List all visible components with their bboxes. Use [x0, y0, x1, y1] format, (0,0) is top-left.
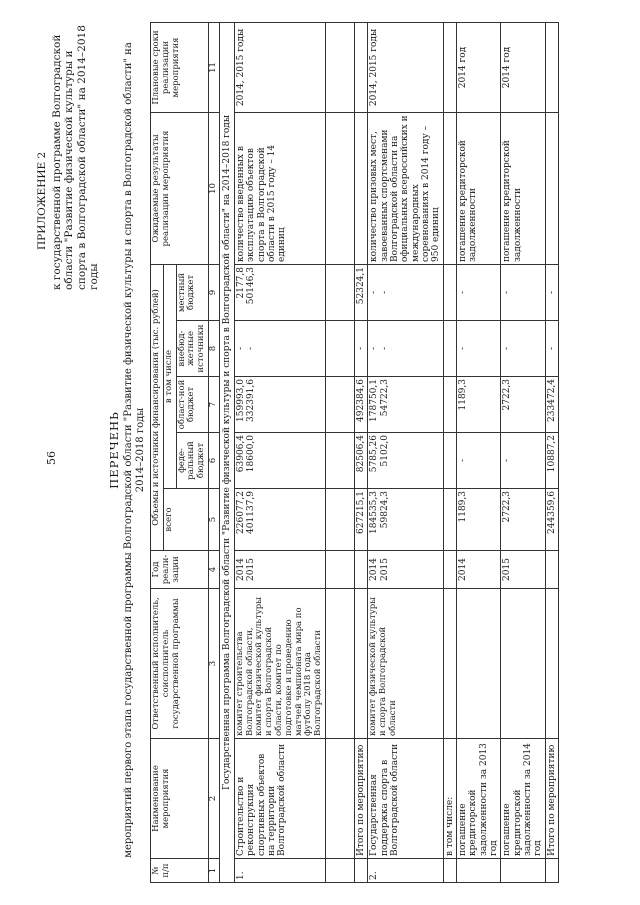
header-num: № п/п: [151, 859, 209, 883]
row2-regional: [368, 377, 443, 433]
total2-total: 244359,6: [545, 489, 558, 551]
column-number: 6: [208, 433, 219, 489]
row1-extra-2015: -: [246, 346, 257, 351]
column-number: 2: [208, 739, 219, 859]
sub2-regional: 2722,3: [501, 377, 545, 433]
including-label: в том числе:: [443, 739, 456, 859]
row1-federal-2014: 63906,4: [235, 435, 246, 473]
header-volumes: Объемы и источники финансирования (тыс. рублей): [151, 265, 164, 551]
column-number: 7: [208, 377, 219, 433]
table-row: [545, 23, 558, 883]
page-number: 56: [45, 451, 58, 465]
total2-regional: 233472,4: [545, 377, 558, 433]
sub2-result: погашение кредиторской задолженности: [501, 113, 545, 265]
row2-executor: комитет физической культуры и спорта Волгоградской области: [368, 589, 443, 739]
column-number: 1: [208, 859, 219, 883]
row2-extra: [368, 321, 443, 377]
row1-extra-2014: -: [235, 346, 246, 351]
row2-result: количество призовых мест, завоеванных спортсменами Волгоградской области на официальных всероссийских и международных соревнованиях в 2014 году – 950 единиц: [368, 113, 443, 265]
sub1-extra: -: [456, 321, 500, 377]
table-row: [456, 23, 500, 883]
row2-years: [368, 551, 443, 589]
column-number: 8: [208, 321, 219, 377]
column-number: 11: [208, 23, 219, 113]
header-extra: внебюд-жетные источники: [176, 321, 208, 377]
row2-total-2014: 184535,3: [369, 491, 380, 534]
row1-year-2015: 2015: [246, 558, 257, 581]
sub2-extra: -: [501, 321, 545, 377]
row2-federal-2014: 5785,26: [369, 435, 380, 473]
sub1-name: погашение кредиторской задолженности за 2013 год: [456, 739, 500, 859]
table-row: [368, 23, 443, 883]
row1-local-2014: 2177,8: [235, 267, 246, 299]
heading-title: ПЕРЕЧЕНЬ: [107, 411, 121, 489]
row2-year-2015: 2015: [379, 558, 390, 581]
row1-years: [234, 551, 325, 589]
row2-extra-2015: -: [379, 346, 390, 351]
appendix-text: к государственной программе Волгоградской области "Развитие физической культуры и спорта в Волгоградской области" на 2014–2018 годы: [50, 25, 101, 290]
row2-federal-2015: 5102,0: [379, 435, 390, 467]
row2-total-2015: 59824,3: [379, 491, 390, 529]
header-local: местный бюджет: [176, 265, 208, 321]
row2-local-2014: -: [369, 290, 380, 295]
row1-result: количество введенных в эксплуатацию объектов спорта в Волгоградской области в 2015 году – 14 единиц: [234, 113, 325, 265]
total1-total: 627215,1: [354, 489, 367, 551]
row1-local: [234, 265, 325, 321]
sub2-name: погашение кредиторской задолженности за 2014 год: [501, 739, 545, 859]
row1-regional-2014: 159993,0: [235, 379, 246, 422]
sub2-local: -: [501, 265, 545, 321]
sub1-year: 2014: [456, 551, 500, 589]
table-row: [354, 23, 367, 883]
sub1-local: -: [456, 265, 500, 321]
header-terms: Плановые сроки реализации мероприятия: [151, 23, 209, 113]
sub1-terms: 2014 год: [456, 23, 500, 113]
row2-extra-2014: -: [369, 346, 380, 351]
row2-regional-2014: 178750,1: [369, 379, 380, 422]
row2-num: 2.: [368, 859, 443, 883]
sub2-terms: 2014 год: [501, 23, 545, 113]
row1-num: 1.: [234, 859, 325, 883]
sub1-result: погашение кредиторской задолженности: [456, 113, 500, 265]
sub2-federal: -: [501, 433, 545, 489]
document-heading: [108, 35, 146, 865]
header-name: Наименование мероприятия: [151, 739, 209, 859]
row2-regional-2015: 54722,3: [379, 379, 390, 417]
row2-local: [368, 265, 443, 321]
row2-federal: [368, 433, 443, 489]
total2-local: -: [545, 265, 558, 321]
sub1-total: 1189,3: [456, 489, 500, 551]
row2-year-2014: 2014: [369, 558, 380, 581]
total1-regional: 492384,6: [354, 377, 367, 433]
row2-name: Государственная поддержка спорта в Волгоградской области: [368, 739, 443, 859]
header-executor: Ответственный исполнитель, соисполнитель государственной программы: [151, 589, 209, 739]
row1-total: [234, 489, 325, 551]
sub2-year: 2015: [501, 551, 545, 589]
total2-federal: 10887,2: [545, 433, 558, 489]
table-row: [501, 23, 545, 883]
row1-local-2015: 50146,3: [246, 267, 257, 305]
row1-total-2014: 226077,2: [235, 491, 246, 534]
row2-terms: 2014, 2015 годы: [368, 23, 443, 113]
total1-federal: 82506,4: [354, 433, 367, 489]
program-title-row: Государственная программа Волгоградской области "Развитие физической культуры и спорта в Волгоградской области" на 2014–2018 годы: [219, 23, 234, 883]
appendix-block: [36, 10, 101, 290]
header-total: всего: [163, 489, 208, 551]
row1-regional-2015: 332391,6: [246, 379, 257, 422]
total2-extra: -: [545, 321, 558, 377]
row1-regional: [234, 377, 325, 433]
row2-total: [368, 489, 443, 551]
column-number: 10: [208, 113, 219, 265]
total2-label: Итого по мероприятию: [545, 739, 558, 859]
row1-federal-2015: 18600,0: [246, 435, 257, 473]
row1-executor: комитет строительства Волгоградской области, комитет физической культуры и спорта Волгоградской области, комитет по подготовке и проведению матчей чемпионата мира по футболу 2018 года Волгоградской области: [234, 589, 325, 739]
measures-table: [150, 22, 559, 883]
row1-year-2014: 2014: [235, 558, 246, 581]
row1-name: Строительство и реконструкция спортивных объектов на территории Волгоградской области: [234, 739, 325, 859]
column-number: 3: [208, 589, 219, 739]
table-row: [234, 23, 325, 883]
row2-local-2015: -: [379, 290, 390, 295]
total1-label: Итого по мероприятию: [354, 739, 367, 859]
appendix-title: ПРИЛОЖЕНИЕ 2: [36, 151, 48, 250]
column-number: 4: [208, 551, 219, 589]
total1-local: 52324,1: [354, 265, 367, 321]
header-federal: феде-ральный бюджет: [176, 433, 208, 489]
row1-total-2015: 401137,9: [246, 491, 257, 534]
row1-federal: [234, 433, 325, 489]
table-row: [443, 23, 456, 883]
sub2-total: 2722,3: [501, 489, 545, 551]
row1-extra: [234, 321, 325, 377]
column-number: 5: [208, 489, 219, 551]
row1-terms: 2014, 2015 годы: [234, 23, 325, 113]
sub1-federal: -: [456, 433, 500, 489]
header-regional: област-ной бюджет: [176, 377, 208, 433]
sub1-regional: 1189,3: [456, 377, 500, 433]
column-number: 9: [208, 265, 219, 321]
total1-extra: -: [354, 321, 367, 377]
header-including: в том числе: [163, 265, 176, 489]
header-results: Ожидаемые результаты реализации мероприятия: [151, 113, 209, 265]
heading-subtitle: мероприятий первого этапа государственной программы Волгоградской области "Развитие физической культуры и спорта в Волгоградской области" на 2014–2018 годы: [123, 42, 146, 858]
header-year: Год реали-зации: [151, 551, 209, 589]
